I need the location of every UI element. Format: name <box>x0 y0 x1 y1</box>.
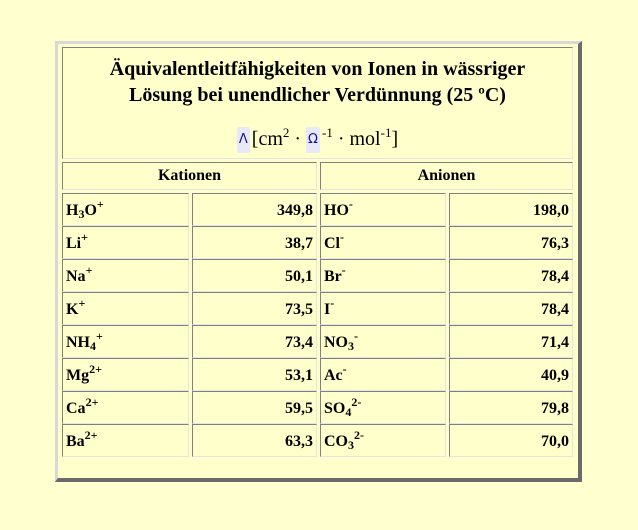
anion-name: $CO_3^{2-}$ <box>320 424 446 457</box>
cation-name: $Mg^{2+}$ <box>62 358 189 391</box>
anion-name: I- <box>320 292 446 325</box>
omega-symbol-icon: Ω <box>306 127 320 153</box>
anion-value: 78,4 <box>449 259 573 292</box>
cation-value: 50,1 <box>192 259 317 292</box>
anion-name: Ac- <box>320 358 446 391</box>
table-title-cell <box>62 47 573 159</box>
anion-name: Cl- <box>320 226 446 259</box>
anion-value: 71,4 <box>449 325 573 358</box>
anion-value: 76,3 <box>449 226 573 259</box>
table-title-line-1: Äquivalentleitfähigkeiten von Ionen in wässriger <box>109 58 526 80</box>
cation-value: 73,4 <box>192 325 317 358</box>
anion-value: 79,8 <box>449 391 573 424</box>
lambda-symbol-icon: Λ <box>237 127 250 153</box>
anion-value: 40,9 <box>449 358 573 391</box>
cation-value: 38,7 <box>192 226 317 259</box>
cation-name: K+ <box>62 292 189 325</box>
table-title-line-2: Lösung bei unendlicher Verdünnung (25 ºC) <box>129 84 506 106</box>
anion-value: 198,0 <box>449 193 573 226</box>
anion-name: $SO_4^{2-}$ <box>320 391 446 424</box>
cation-name: $Ca^{2+}$ <box>62 391 189 424</box>
anion-name: $NO_3^-$ <box>320 325 446 358</box>
header-cations: Kationen <box>62 162 317 190</box>
cation-value: 73,5 <box>192 292 317 325</box>
anion-name: Br- <box>320 259 446 292</box>
anion-value: 70,0 <box>449 424 573 457</box>
cation-name: $NH_4^+$ <box>62 325 189 358</box>
cation-value: 53,1 <box>192 358 317 391</box>
anion-value: 78,4 <box>449 292 573 325</box>
cation-value: 59,5 <box>192 391 317 424</box>
cation-value: 349,8 <box>192 193 317 226</box>
cation-value: 63,3 <box>192 424 317 457</box>
cation-name: $H_3O^+$ <box>62 193 189 226</box>
cation-name: Li+ <box>62 226 189 259</box>
cation-name: $Ba^{2+}$ <box>62 424 189 457</box>
conductivity-table <box>55 41 582 482</box>
unit-label: Λ [$cm^2 \cdot \Omega$ $^{-1}$ · mol$^{-1}$] <box>63 120 572 153</box>
header-anions: Anionen <box>320 162 573 190</box>
anion-name: HO- <box>320 193 446 226</box>
cation-name: Na+ <box>62 259 189 292</box>
